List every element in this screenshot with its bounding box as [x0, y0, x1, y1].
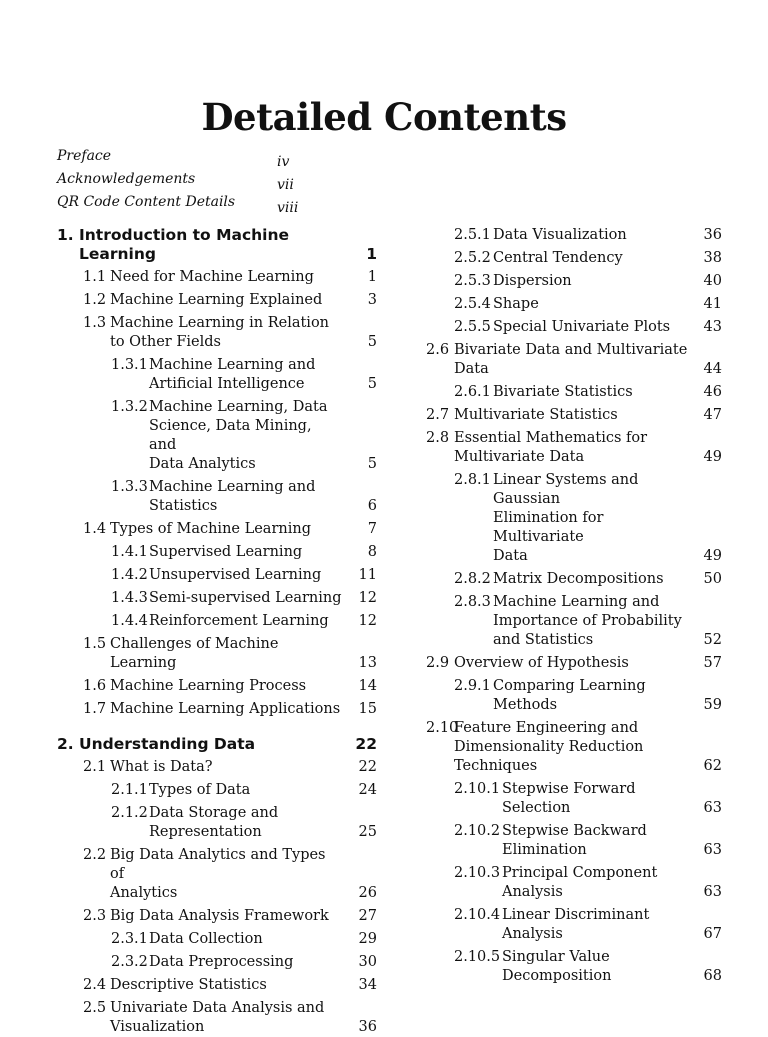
toc-page-number: 6 — [367, 498, 377, 514]
toc-title: Machine Learning in Relation to Other Fields — [110, 315, 330, 350]
toc-page-number: 44 — [703, 361, 722, 377]
toc-page-number: 49 — [703, 449, 722, 465]
toc-entry — [57, 520, 377, 539]
toc-entry — [426, 295, 722, 314]
front-matter-item — [57, 194, 317, 216]
toc-number: 2.4 — [83, 977, 107, 993]
toc-title: Need for Machine Learning — [110, 269, 314, 285]
toc-entry — [426, 677, 722, 715]
toc-number: 1.4.3 — [111, 590, 148, 606]
toc-title: Overview of Hypothesis — [454, 655, 629, 671]
toc-title: Machine Learning and Importance of Probability and Statistics — [493, 594, 682, 648]
toc-title: Stepwise Backward Elimination — [502, 823, 647, 858]
toc-entry — [57, 314, 377, 352]
front-matter-item — [57, 171, 317, 193]
toc-page-number: 22 — [358, 759, 377, 775]
toc-number: 1.6 — [83, 678, 107, 694]
toc-number: 2.9 — [426, 655, 450, 671]
toc-page-number: 24 — [358, 782, 377, 798]
toc-page-number: 13 — [358, 655, 377, 671]
toc-entry — [426, 654, 722, 673]
toc-title: Semi-supervised Learning — [149, 590, 342, 606]
toc-number: 2.3.1 — [111, 931, 148, 947]
front-matter-label: Preface — [57, 148, 112, 164]
toc-title: Comparing Learning Methods — [493, 678, 646, 713]
toc-page-number: 26 — [358, 885, 377, 901]
toc-title: Machine Learning, Data Science, Data Mining, and Data Analytics — [149, 399, 328, 472]
toc-entry — [57, 268, 377, 287]
toc-number: 2.1 — [83, 759, 107, 775]
toc-page-number: 25 — [358, 824, 377, 840]
toc-number: 2.5.5 — [454, 319, 491, 335]
toc-entry — [57, 907, 377, 926]
toc-number: 2.8.3 — [454, 594, 491, 610]
toc-entry — [57, 930, 377, 949]
toc-entry — [426, 593, 722, 650]
toc-number: 2.1.1 — [111, 782, 148, 798]
toc-entry — [57, 356, 377, 394]
toc-title: Data Preprocessing — [149, 954, 294, 970]
toc-number: 2.10.5 — [454, 949, 501, 965]
front-matter-label: QR Code Content Details — [57, 194, 236, 210]
toc-number: 2.10 — [426, 720, 459, 736]
toc-number: 1.1 — [83, 269, 107, 285]
toc-number: 1. — [57, 226, 74, 244]
toc-page-number: 11 — [358, 567, 377, 583]
toc-number: 2.10.1 — [454, 781, 501, 797]
toc-number: 2.5.4 — [454, 296, 491, 312]
front-matter-label: Acknowledgements — [57, 171, 196, 187]
toc-entry — [426, 272, 722, 291]
toc-number: 2.3.2 — [111, 954, 148, 970]
toc-title: Data Storage and Representation — [149, 805, 279, 840]
toc-page-number: 12 — [358, 590, 377, 606]
toc-entry — [57, 804, 377, 842]
toc-number: 2.5.3 — [454, 273, 491, 289]
toc-title: Reinforcement Learning — [149, 613, 329, 629]
toc-entry — [426, 249, 722, 268]
toc-chapter — [57, 226, 377, 264]
toc-chapter — [57, 735, 377, 754]
toc-number: 1.4.2 — [111, 567, 148, 583]
toc-entry — [57, 781, 377, 800]
toc-title: Special Univariate Plots — [493, 319, 671, 335]
toc-page-number: 68 — [703, 968, 722, 984]
toc-number: 2.10.2 — [454, 823, 501, 839]
toc-page-number: 14 — [358, 678, 377, 694]
toc-entry — [426, 471, 722, 566]
toc-number: 2.5 — [83, 1000, 107, 1016]
front-matter-page: vii — [277, 177, 294, 193]
toc-page-number: 30 — [358, 954, 377, 970]
toc-entry — [426, 906, 722, 944]
toc-number: 1.3.3 — [111, 479, 148, 495]
toc-number: 1.3 — [83, 315, 107, 331]
toc-entry — [426, 780, 722, 818]
toc-entry — [426, 383, 722, 402]
toc-title: Dispersion — [493, 273, 572, 289]
toc-page-number: 15 — [358, 701, 377, 717]
toc-number: 1.2 — [83, 292, 107, 308]
toc-title: Machine Learning and Artificial Intelligence — [149, 357, 316, 392]
toc-page-number: 1 — [366, 245, 377, 263]
toc-number: 1.4.1 — [111, 544, 148, 560]
toc-page-number: 3 — [367, 292, 377, 308]
toc-title: Univariate Data Analysis and Visualization — [110, 1000, 325, 1035]
toc-title: Essential Mathematics for Multivariate Data — [454, 430, 648, 465]
toc-title: Bivariate Statistics — [493, 384, 633, 400]
toc-entry — [57, 612, 377, 631]
toc-page-number: 43 — [703, 319, 722, 335]
toc-title: What is Data? — [110, 759, 213, 775]
toc-title: Feature Engineering and Dimensionality Reduction Techniques — [454, 720, 644, 774]
toc-entry — [57, 677, 377, 696]
toc-title: Machine Learning and Statistics — [149, 479, 316, 514]
toc-title: Big Data Analytics and Types of Analytics — [110, 847, 326, 901]
front-matter-page: viii — [277, 200, 299, 216]
toc-page-number: 5 — [367, 456, 377, 472]
toc-title: Stepwise Forward Selection — [502, 781, 636, 816]
toc-title: Challenges of Machine Learning — [110, 636, 279, 671]
toc-entry — [426, 429, 722, 467]
toc-entry — [426, 864, 722, 902]
toc-page-number: 46 — [703, 384, 722, 400]
toc-entry — [426, 406, 722, 425]
toc-entry — [57, 700, 377, 719]
toc-number: 1.5 — [83, 636, 107, 652]
toc-entry — [57, 478, 377, 516]
toc-title: Data Collection — [149, 931, 263, 947]
toc-page-number: 5 — [367, 334, 377, 350]
toc-title: Types of Data — [149, 782, 251, 798]
toc-page-number: 63 — [703, 800, 722, 816]
toc-entry — [57, 398, 377, 474]
toc-entry — [426, 318, 722, 337]
toc-page-number: 12 — [358, 613, 377, 629]
toc-number: 2.6 — [426, 342, 450, 358]
toc-entry — [57, 635, 377, 673]
toc-number: 2.3 — [83, 908, 107, 924]
toc-page-number: 36 — [703, 227, 722, 243]
toc-title: Big Data Analysis Framework — [110, 908, 329, 924]
toc-page-number: 27 — [358, 908, 377, 924]
toc-entry — [426, 822, 722, 860]
toc-number: 1.7 — [83, 701, 107, 717]
toc-number: 1.3.1 — [111, 357, 148, 373]
toc-entry — [57, 999, 377, 1037]
toc-title: Machine Learning Explained — [110, 292, 323, 308]
toc-title: Multivariate Statistics — [454, 407, 618, 423]
front-matter-item — [57, 148, 317, 170]
toc-number: 2.5.1 — [454, 227, 491, 243]
toc-page-number: 40 — [703, 273, 722, 289]
toc-title: Bivariate Data and Multivariate Data — [454, 342, 688, 377]
toc-page-number: 7 — [367, 521, 377, 537]
toc-title: Introduction to Machine Learning — [79, 226, 290, 263]
toc-page-number: 8 — [367, 544, 377, 560]
toc-number: 2.2 — [83, 847, 107, 863]
toc-title: Types of Machine Learning — [110, 521, 311, 537]
toc-entry — [57, 566, 377, 585]
toc-entry — [57, 953, 377, 972]
toc-page-number: 41 — [703, 296, 722, 312]
toc-number: 1.3.2 — [111, 399, 148, 415]
toc-title: Shape — [493, 296, 539, 312]
toc-page-number: 38 — [703, 250, 722, 266]
toc-number: 2.10.4 — [454, 907, 501, 923]
toc-title: Principal Component Analysis — [502, 865, 658, 900]
toc-number: 2.1.2 — [111, 805, 148, 821]
toc-title: Machine Learning Applications — [110, 701, 341, 717]
page-title: Detailed Contents — [201, 95, 567, 139]
toc-number: 2.7 — [426, 407, 450, 423]
contents-left-column — [57, 226, 377, 1037]
toc-number: 2.6.1 — [454, 384, 491, 400]
toc-title: Supervised Learning — [149, 544, 303, 560]
toc-number: 1.4 — [83, 521, 107, 537]
toc-page-number: 67 — [703, 926, 722, 942]
toc-number: 2.9.1 — [454, 678, 491, 694]
toc-number: 2.8 — [426, 430, 450, 446]
toc-title: Matrix Decompositions — [493, 571, 664, 587]
toc-entry — [426, 570, 722, 589]
toc-entry — [57, 976, 377, 995]
toc-number: 2. — [57, 735, 74, 753]
contents-right-column — [426, 226, 722, 986]
toc-title: Linear Systems and Gaussian Elimination for Multivariate Data — [493, 472, 639, 564]
toc-page-number: 52 — [703, 632, 722, 648]
toc-title: Machine Learning Process — [110, 678, 307, 694]
toc-page-number: 1 — [367, 269, 377, 285]
toc-page-number: 63 — [703, 842, 722, 858]
toc-number: 1.4.4 — [111, 613, 148, 629]
toc-entry — [57, 846, 377, 903]
toc-page-number: 57 — [703, 655, 722, 671]
toc-title: Data Visualization — [493, 227, 627, 243]
toc-entry — [426, 948, 722, 986]
toc-page-number: 63 — [703, 884, 722, 900]
toc-entry — [57, 758, 377, 777]
toc-page-number: 5 — [367, 376, 377, 392]
toc-title: Central Tendency — [493, 250, 623, 266]
toc-page-number: 36 — [358, 1019, 377, 1035]
toc-page-number: 62 — [703, 758, 722, 774]
toc-entry — [57, 543, 377, 562]
toc-entry — [426, 341, 722, 379]
toc-title: Descriptive Statistics — [110, 977, 267, 993]
toc-page-number: 50 — [703, 571, 722, 587]
toc-title: Linear Discriminant Analysis — [502, 907, 650, 942]
toc-page-number: 47 — [703, 407, 722, 423]
toc-number: 2.5.2 — [454, 250, 491, 266]
toc-page-number: 34 — [358, 977, 377, 993]
toc-entry — [426, 719, 722, 776]
toc-number: 2.10.3 — [454, 865, 501, 881]
toc-page-number: 22 — [355, 735, 377, 753]
toc-number: 2.8.2 — [454, 571, 491, 587]
toc-title: Unsupervised Learning — [149, 567, 322, 583]
toc-title: Understanding Data — [79, 735, 256, 753]
toc-page-number: 29 — [358, 931, 377, 947]
front-matter-page: iv — [277, 154, 290, 170]
toc-entry — [57, 291, 377, 310]
toc-page-number: 49 — [703, 548, 722, 564]
toc-page-number: 59 — [703, 697, 722, 713]
toc-entry — [57, 589, 377, 608]
toc-title: Singular Value Decomposition — [502, 949, 612, 984]
toc-entry — [426, 226, 722, 245]
toc-number: 2.8.1 — [454, 472, 491, 488]
